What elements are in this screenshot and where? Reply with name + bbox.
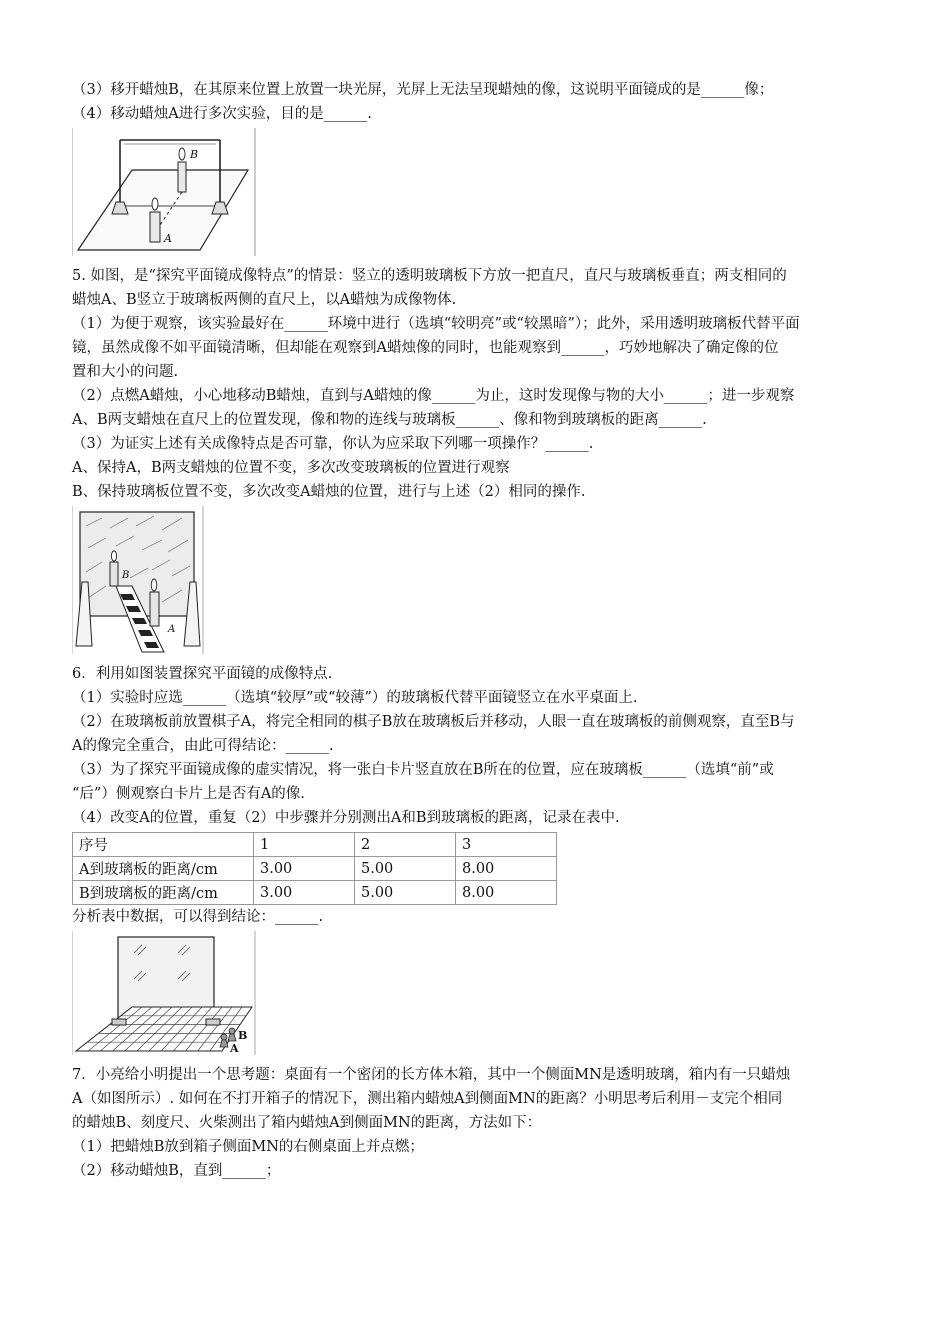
table-cell: A到玻璃板的距离/cm xyxy=(73,857,254,881)
table-header-cell: 2 xyxy=(355,833,456,857)
q6-part2-line1: （2）在玻璃板前放置棋子A，将完全相同的棋子B放在玻璃板后并移动，人眼一直在玻璃板的前侧观察，直至B与 xyxy=(72,714,795,730)
table-header-cell: 3 xyxy=(456,833,557,857)
fig5-label-b: B xyxy=(122,570,130,581)
table-header-row xyxy=(73,833,557,857)
table-cell: 3.00 xyxy=(254,857,355,881)
distance-table xyxy=(72,832,557,905)
table-header-cell: 序号 xyxy=(73,833,254,857)
q5-part2-line1: （2）点燃A蜡烛，小心地移动B蜡烛，直到与A蜡烛的像______为止，这时发现像与物的大小______；进一步观察 xyxy=(72,388,795,404)
q5-figure xyxy=(72,506,892,658)
q5-part1-line3: 置和大小的问题. xyxy=(72,364,179,380)
fig6-label-b: B xyxy=(238,1029,248,1042)
table-cell: 8.00 xyxy=(456,881,557,905)
q4-figure xyxy=(72,128,892,260)
q7-step2: （2）移动蜡烛B，直到______； xyxy=(72,1163,281,1179)
grid-chess-diagram xyxy=(72,931,256,1055)
table-cell: 5.00 xyxy=(355,857,456,881)
q6-analysis: 分析表中数据，可以得到结论：______. xyxy=(72,909,324,925)
q5-stem-line2: 蜡烛A、B竖立于玻璃板两侧的直尺上，以A蜡烛为成像物体. xyxy=(72,292,457,308)
q7-stem-line1: 7．小亮给小明提出一个思考题：桌面有一个密闭的长方体木箱，其中一个侧面MN是透明玻璃，箱内有一只蜡烛 xyxy=(72,1067,791,1083)
table-cell: 3.00 xyxy=(254,881,355,905)
fig4-label-a: A xyxy=(164,232,172,245)
fig5-label-a: A xyxy=(168,624,176,635)
q6-part3-line1: （3）为了探究平面镜成像的虚实情况，将一张白卡片竖直放在B所在的位置，应在玻璃板______（选填“前”或 xyxy=(72,762,774,778)
q6-part1: （1）实验时应选______（选填“较厚”或“较薄”）的玻璃板代替平面镜竖立在水平桌面上. xyxy=(72,690,638,706)
q6-part2-line2: A的像完全重合，由此可得结论：______. xyxy=(72,738,334,754)
q7-stem-line2: A（如图所示）. 如何在不打开箱子的情况下，测出箱内蜡烛A到侧面MN的距离？小明思考后利用－支完个相同 xyxy=(72,1091,783,1107)
q5-part1-line2: 镜，虽然成像不如平面镜清晰，但却能在观察到A蜡烛像的同时，也能观察到______，巧妙地解决了确定像的位 xyxy=(72,340,779,356)
table-cell: 8.00 xyxy=(456,857,557,881)
exam-page xyxy=(72,78,892,1183)
q5-option-b: B、保持玻璃板位置不变，多次改变A蜡烛的位置，进行与上述（2）相同的操作. xyxy=(72,484,586,500)
q7-stem-line3: 的蜡烛B、刻度尺、火柴测出了箱内蜡烛A到侧面MN的距离，方法如下： xyxy=(72,1115,542,1131)
candle-glass-diagram xyxy=(72,128,256,256)
q6-part3-line2: “后”）侧观察白卡片上是否有A的像. xyxy=(72,786,305,802)
fig6-label-a: A xyxy=(230,1042,239,1055)
q6-part4: （4）改变A的位置，重复（2）中步骤并分别测出A和B到玻璃板的距离，记录在表中. xyxy=(72,810,620,826)
table-cell: 5.00 xyxy=(355,881,456,905)
q6-figure xyxy=(72,931,892,1059)
table-row xyxy=(73,857,557,881)
glass-ruler-diagram xyxy=(72,506,204,654)
q7-step1: （1）把蜡烛B放到箱子侧面MN的右侧桌面上并点燃； xyxy=(72,1139,424,1155)
q5-stem-line1: 5. 如图，是“探究平面镜成像特点”的情景：竖立的透明玻璃板下方放一把直尺，直尺与玻璃板垂直；两支相同的 xyxy=(72,268,787,284)
table-cell: B到玻璃板的距离/cm xyxy=(73,881,254,905)
fig4-label-b: B xyxy=(190,148,199,161)
q5-option-a: A、保持A，B两支蜡烛的位置不变，多次改变玻璃板的位置进行观察 xyxy=(72,460,510,476)
q4-part4: （4）移动蜡烛A进行多次实验，目的是______. xyxy=(72,106,372,122)
table-header-cell: 1 xyxy=(254,833,355,857)
q5-part1-line1: （1）为便于观察，该实验最好在______环境中进行（选填“较明亮”或“较黑暗”）；此外，采用透明玻璃板代替平面 xyxy=(72,316,800,332)
q5-part3: （3）为证实上述有关成像特点是否可靠，你认为应采取下列哪一项操作？______. xyxy=(72,436,594,452)
q6-stem: 6．利用如图装置探究平面镜的成像特点. xyxy=(72,666,333,682)
q5-part2-line2: A、B两支蜡烛在直尺上的位置发现，像和物的连线与玻璃板______、像和物到玻璃板的距离______. xyxy=(72,412,707,428)
table-row xyxy=(73,881,557,905)
q4-part3: （3）移开蜡烛B，在其原来位置上放置一块光屏，光屏上无法呈现蜡烛的像，这说明平面镜成的是______像； xyxy=(72,82,774,98)
